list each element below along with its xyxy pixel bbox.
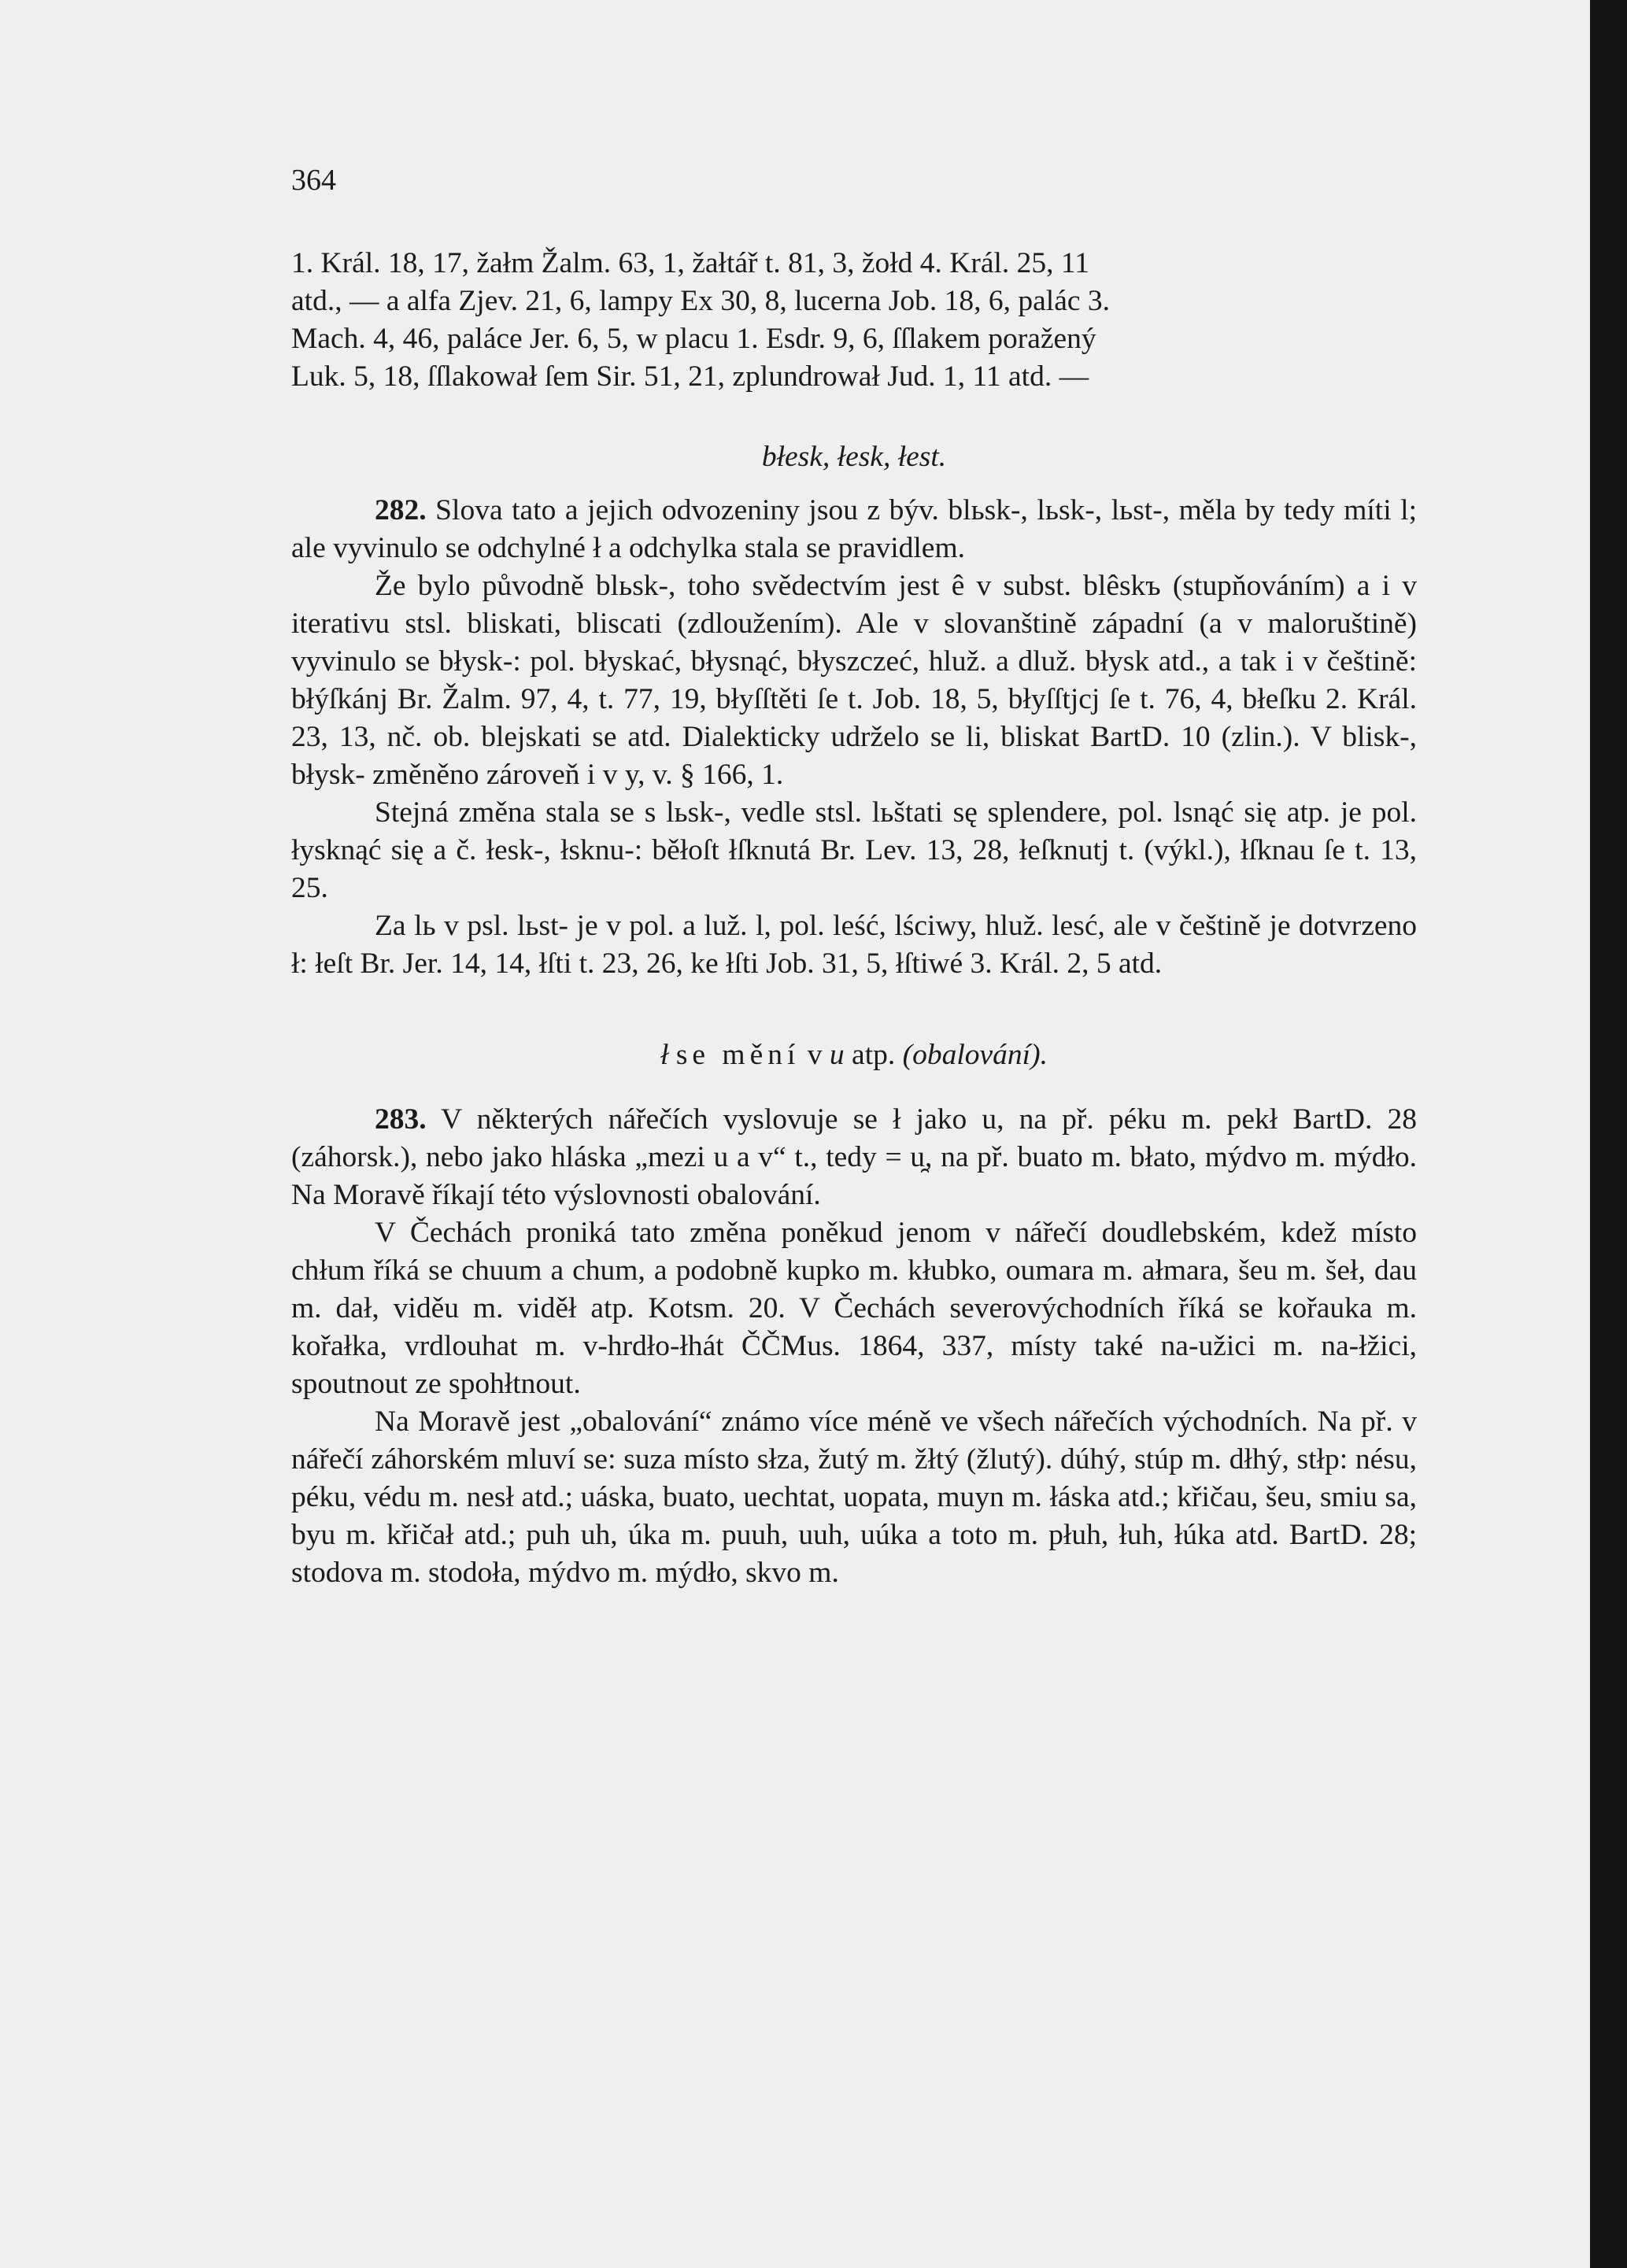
section-282-paragraph-2: Že bylo původně blьsk-, toho svědectvím jest ê v subst. blêskъ (stupňováním) a i v iterativu stsl. bliskati, bliscati (zdloužením). Ale v slovanštině západní (a v maloruštině) vyvinulo se błysk-: pol. błyskać, błysnąć, błyszczeć, hluž. a dluž. błysk atd., a tak i v češtině: błýſkánj Br. Žalm. 97, 4, t. 77, 19, błyſſtěti ſe t. Job. 18, 5, błyſſtjcj ſe t. 76, 4, błeſku 2. Král. 23, 13, nč. ob. blejskati se atd. Dialekticky udrželo se li, bliskat BartD. 10 (zlin.). V blisk-, błysk- změněno zároveň i v y, v. § 166, 1. (291, 570, 1417, 791)
section-283-paragraph-3: Na Moravě jest „obalování“ známo více méně ve všech nářečích východních. Na př. v nářečí záhorském mluví se: suza místo słza, žutý m. žłtý (žlutý). dúhý, stúp m. dłhý, stłp: nésu, péku, védu m. nesł atd.; uáska, buato, uechtat, uopata, muyn m. łáska atd.; křičau, šeu, smiu sa, byu m. křičał atd.; puh uh, úka m. puuh, uuh, uúka a toto m. płuh, łuh, łúka atd. BartD. 28; stodova m. stodoła, mýdvo m. mýdło, skvo m. (291, 1405, 1417, 1589)
section-282-text-1: Slova tato a jejich odvozeniny jsou z býv. blьsk-, lьsk-, lьst-, měla by tedy míti l; ale vyvinulo se odchylné ł a odchylka stala se pravidlem. (291, 494, 1417, 564)
heading-part: ł (660, 1039, 669, 1071)
intro-line: Luk. 5, 18, ſſlakował ſem Sir. 51, 21, zplundrował Jud. 1, 11 atd. — (291, 360, 1089, 393)
section-282-paragraph-4: Za lь v psl. lьst- je v pol. a luž. l, pol. leść, lściwy, hluž. lesć, ale v češtině je dotvrzeno ł: łeſt Br. Jer. 14, 14, łſti t. 23, 26, ke łſti Job. 31, 5, łſtiwé 3. Král. 2, 5 atd. (291, 910, 1417, 980)
text-block (291, 161, 1417, 1592)
intro-line: 1. Král. 18, 17, žałm Žalm. 63, 1, žałtář t. 81, 3, žołd 4. Král. 25, 11 (291, 247, 1090, 279)
section-283-paragraph-2: V Čechách proniká tato změna poněkud jenom v nářečí doudlebském, kdež místo chłum říká se chuum a chum, a podobně kupko m. kłubko, oumara m. ałmara, šeu m. šeł, dau m. dał, viděu m. viděł atp. Kotsm. 20. V Čechách severovýchodních říká se kořauka m. kořałka, vrdlouhat m. v-hrdło-łhát ČČMus. 1864, 337, místy také na-užici m. na-łžici, spoutnout ze spohłtnout. (291, 1217, 1417, 1400)
heading-part: atp. (852, 1039, 896, 1071)
intro-line: Mach. 4, 46, paláce Jer. 6, 5, w placu 1. Esdr. 9, 6, ſſlakem poražený (291, 323, 1096, 355)
intro-paragraph (291, 245, 1417, 396)
section-number-282: 282. (375, 494, 427, 526)
section-283-paragraph-1 (291, 1101, 1417, 1214)
heading-part: v (807, 1039, 823, 1071)
heading-part: u (829, 1039, 845, 1071)
section-heading-obalovani (291, 1036, 1417, 1074)
page-number: 364 (291, 164, 336, 197)
intro-line: atd., — a alfa Zjev. 21, 6, lampy Ex 30, 8, lucerna Job. 18, 6, palác 3. (291, 285, 1110, 317)
heading-part: se mění (675, 1039, 801, 1071)
section-283-text-1: V některých nářečích vyslovuje se ł jako u, na př. péku m. pekł BartD. 28 (záhorsk.), nebo jako hláska „mezi u a v“ t., tedy = u̯, na př. buato m. błato, mýdvo m. mýdło. Na Moravě říkají této výslovnosti obalování. (291, 1103, 1417, 1211)
section-heading-blesk: błesk, łesk, łest. (761, 441, 947, 473)
section-number-283: 283. (375, 1103, 427, 1136)
section-282-paragraph-1 (291, 492, 1417, 567)
section-282-paragraph-3: Stejná změna stala se s lьsk-, vedle stsl. lьštati sę splendere, pol. lsnąć się atp. je pol. łysknąć się a č. łesk-, łsknu-: běłoſt łſknutá Br. Lev. 13, 28, łeſknutj t. (výkl.), łſknau ſe t. 13, 25. (291, 796, 1417, 904)
page-edge-shadow (1590, 0, 1627, 2268)
heading-part: (obalování). (902, 1039, 1048, 1071)
